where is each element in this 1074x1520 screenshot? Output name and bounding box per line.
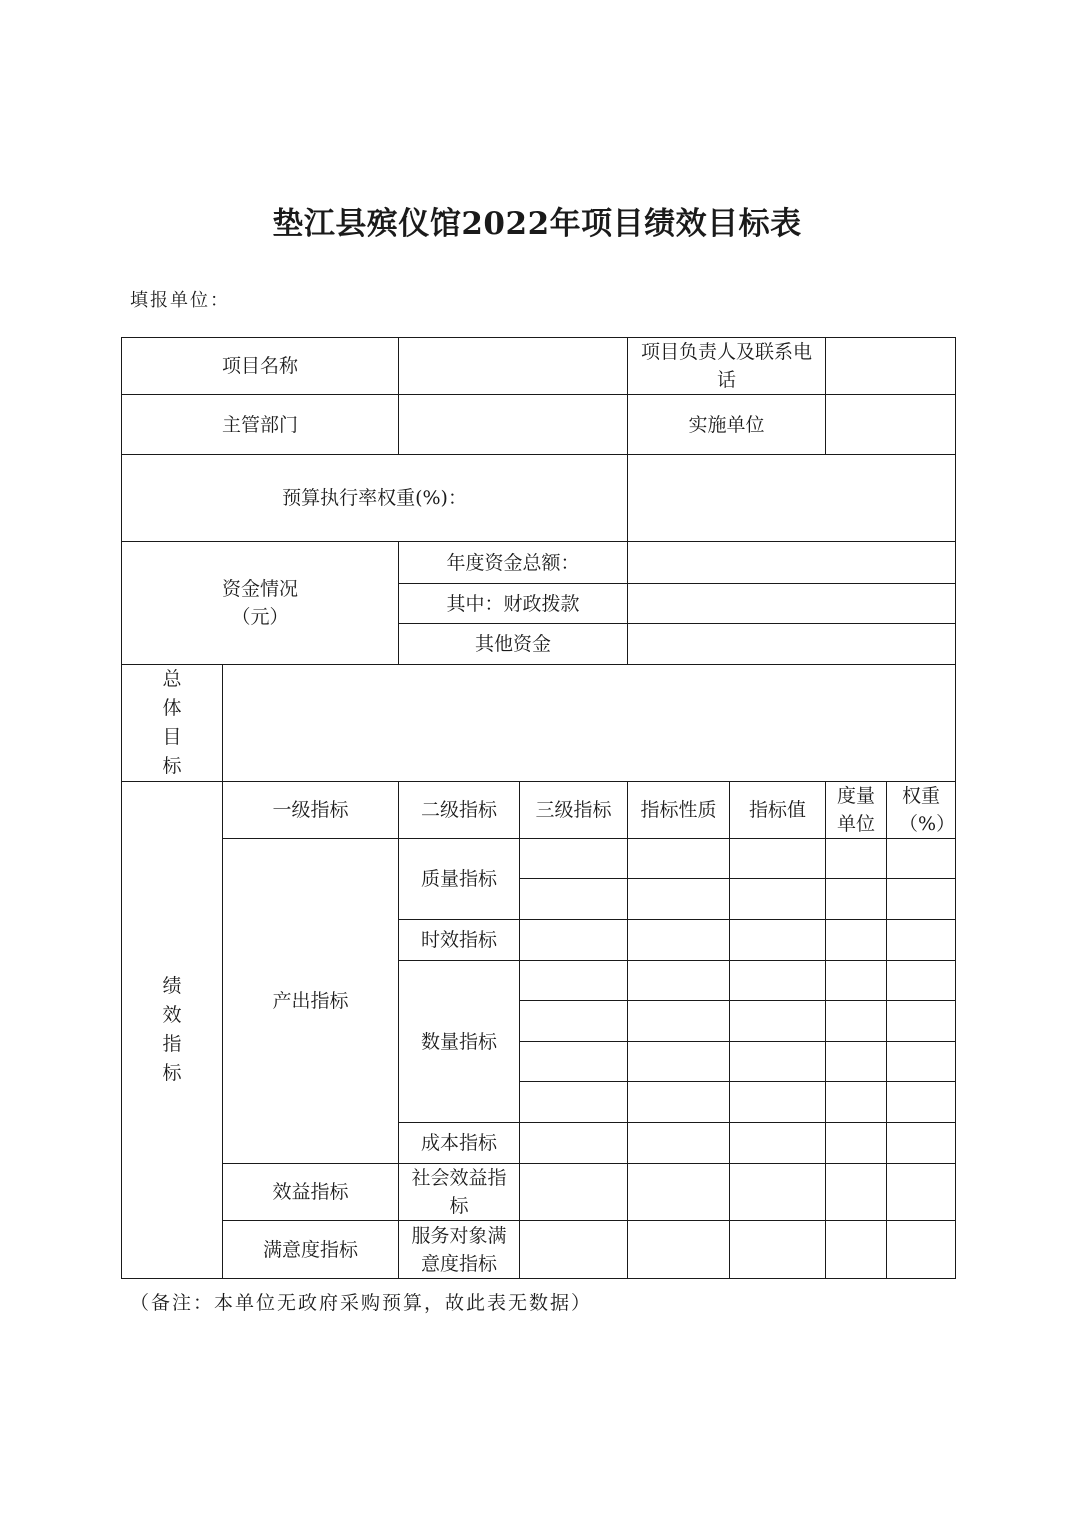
header-level1: 一级指标 — [223, 782, 399, 839]
performance-label — [122, 782, 223, 1279]
table-cell — [520, 1042, 628, 1082]
table-cell — [887, 1123, 956, 1164]
table-cell — [826, 1164, 887, 1221]
funds-label: 资金情况（元） — [122, 542, 399, 665]
fill-unit-label: 填报单位： — [130, 290, 230, 311]
table-cell — [887, 1221, 956, 1279]
level2-quantity: 数量指标 — [399, 961, 520, 1123]
table-cell — [730, 920, 826, 961]
level2-service: 服务对象满意度指标 — [399, 1221, 520, 1279]
table-cell — [520, 1221, 628, 1279]
table-cell — [887, 839, 956, 879]
header-value: 指标值 — [730, 782, 826, 839]
table-cell — [826, 839, 887, 879]
table-cell — [826, 920, 887, 961]
table-cell — [628, 1042, 730, 1082]
table-cell — [520, 839, 628, 879]
header-unit: 度量单位 — [826, 782, 887, 839]
header-nature: 指标性质 — [628, 782, 730, 839]
overall-goal-label — [122, 665, 223, 782]
table-cell — [730, 961, 826, 1001]
table-cell — [826, 1001, 887, 1042]
table-cell — [628, 920, 730, 961]
project-leader-value — [826, 338, 956, 395]
level1-output: 产出指标 — [223, 839, 399, 1164]
table-cell — [887, 1042, 956, 1082]
budget-weight-label: 预算执行率权重(%)： — [122, 455, 628, 542]
table-cell — [826, 1221, 887, 1279]
header-level2: 二级指标 — [399, 782, 520, 839]
table-cell — [520, 1001, 628, 1042]
supervising-dept-label: 主管部门 — [122, 395, 399, 455]
funds-total-label: 年度资金总额： — [399, 542, 628, 584]
funds-other-value — [628, 624, 956, 665]
project-leader-label: 项目负责人及联系电话 — [628, 338, 826, 395]
level1-benefit: 效益指标 — [223, 1164, 399, 1221]
table-cell — [826, 1042, 887, 1082]
funds-fiscal-value — [628, 584, 956, 624]
table-cell — [730, 1164, 826, 1221]
table-cell — [628, 1221, 730, 1279]
table-cell — [628, 839, 730, 879]
table-cell — [887, 1082, 956, 1123]
page-title: 垫江县殡仪馆2022年项目绩效目标表 — [272, 206, 802, 242]
level1-satisfaction: 满意度指标 — [223, 1221, 399, 1279]
funds-total-value — [628, 542, 956, 584]
table-cell — [826, 879, 887, 920]
table-cell — [730, 879, 826, 920]
table-cell — [520, 920, 628, 961]
table-cell — [520, 961, 628, 1001]
table-cell — [628, 1123, 730, 1164]
table-cell — [520, 1082, 628, 1123]
header-weight: 权重（%） — [887, 782, 956, 839]
header-level3: 三级指标 — [520, 782, 628, 839]
table-cell — [628, 879, 730, 920]
table-cell — [730, 1042, 826, 1082]
funds-other-label: 其他资金 — [399, 624, 628, 665]
footnote: （备注：本单位无政府采购预算，故此表无数据） — [130, 1292, 593, 1314]
table-cell — [826, 1123, 887, 1164]
table-cell — [730, 1082, 826, 1123]
level2-quality: 质量指标 — [399, 839, 520, 920]
table-cell — [887, 961, 956, 1001]
table-cell — [887, 1001, 956, 1042]
supervising-dept-value — [399, 395, 628, 455]
level2-cost: 成本指标 — [399, 1123, 520, 1164]
table-cell — [826, 961, 887, 1001]
funds-fiscal-label: 其中：财政拨款 — [399, 584, 628, 624]
project-name-value — [399, 338, 628, 395]
table-cell — [628, 961, 730, 1001]
project-name-label: 项目名称 — [122, 338, 399, 395]
table-cell — [520, 1164, 628, 1221]
performance-table — [121, 337, 956, 1279]
table-cell — [730, 1221, 826, 1279]
table-cell — [826, 1082, 887, 1123]
level2-timeliness: 时效指标 — [399, 920, 520, 961]
table-cell — [628, 1001, 730, 1042]
budget-weight-value — [628, 455, 956, 542]
table-cell — [730, 839, 826, 879]
table-cell — [730, 1001, 826, 1042]
level2-social: 社会效益指标 — [399, 1164, 520, 1221]
overall-goal-text: 总体目标 — [162, 668, 182, 777]
table-cell — [628, 1082, 730, 1123]
table-cell — [887, 920, 956, 961]
table-cell — [730, 1123, 826, 1164]
table-cell — [887, 879, 956, 920]
table-cell — [520, 1123, 628, 1164]
implementing-unit-label: 实施单位 — [628, 395, 826, 455]
implementing-unit-value — [826, 395, 956, 455]
table-cell — [887, 1164, 956, 1221]
table-cell — [520, 879, 628, 920]
performance-text: 绩效指标 — [162, 975, 182, 1084]
table-cell — [628, 1164, 730, 1221]
overall-goal-value — [223, 665, 956, 782]
